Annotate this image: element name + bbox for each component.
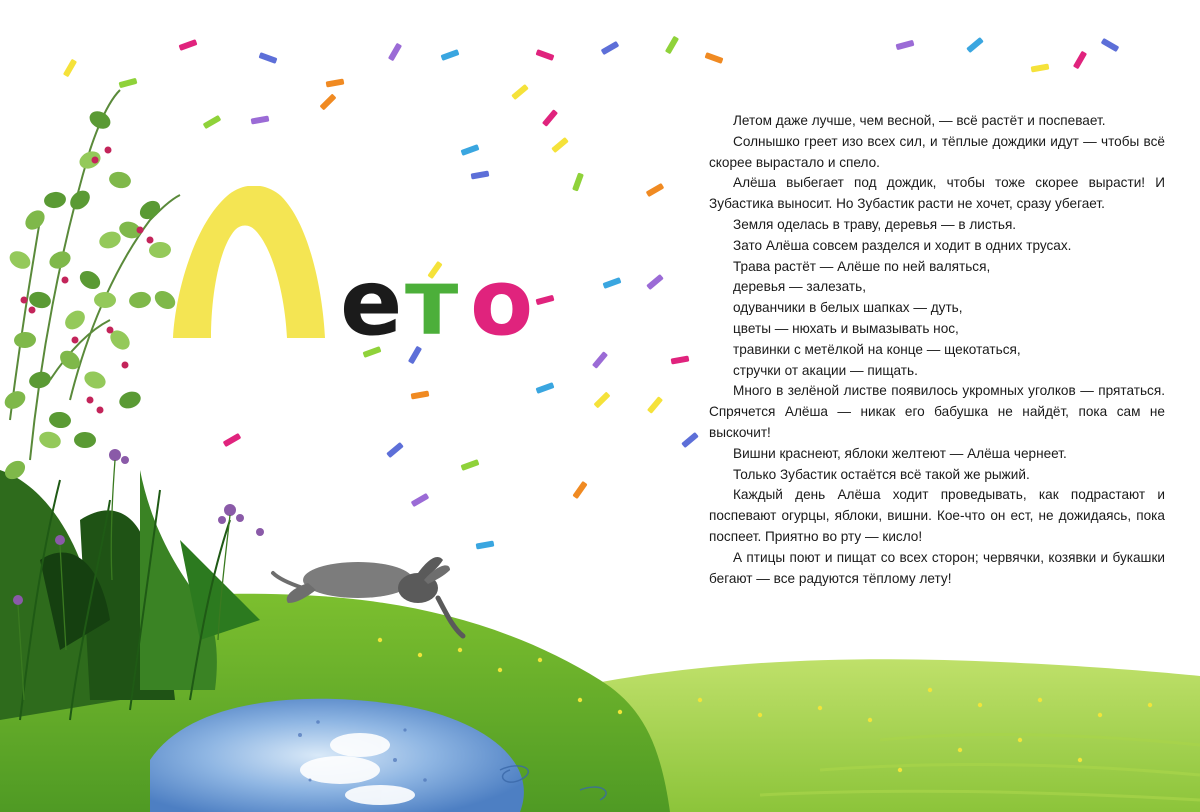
paragraph: Солнышко греет изо всех сил, и тёплые дождики идут — чтобы всё скорее вырастало и спело. xyxy=(709,133,1165,170)
confetti-stroke xyxy=(536,382,555,394)
confetti-stroke xyxy=(223,433,242,447)
confetti-stroke xyxy=(647,396,663,414)
dandelion-dot xyxy=(868,718,872,722)
leaf xyxy=(22,207,49,234)
leaf xyxy=(43,191,67,210)
leaf xyxy=(7,248,34,273)
paragraph: Зато Алёша совсем разделся и ходит в одних трусах. xyxy=(733,237,1072,253)
berry xyxy=(21,297,28,304)
dandelion-dot xyxy=(1148,703,1152,707)
paragraph: Алёша выбегает под дождик, чтобы тоже скорее вырасти! И Зубастика выносит. Но Зубастик расти не хочет, сразу убегает. xyxy=(709,175,1165,212)
berry-bush xyxy=(1,90,180,483)
leaf xyxy=(87,108,114,132)
leaf xyxy=(48,411,72,430)
paragraph: Земля оделась в траву, деревья — в листья. xyxy=(733,216,1017,232)
dandelion-dot xyxy=(758,713,762,717)
dandelion-dot xyxy=(928,688,932,692)
leaf xyxy=(117,389,143,412)
leaf xyxy=(27,370,52,391)
leaf xyxy=(56,347,83,373)
dandelion-dot xyxy=(378,638,382,642)
dandelion-dot xyxy=(1078,758,1082,762)
leaf xyxy=(128,290,152,309)
confetti-stroke xyxy=(603,277,622,289)
title-letter-o: о xyxy=(470,249,534,346)
confetti-stroke xyxy=(408,346,422,365)
dandelion-dot xyxy=(1098,713,1102,717)
leaf xyxy=(1,388,28,413)
list-line: стручки от акации — пищать. xyxy=(733,362,918,378)
confetti-stroke xyxy=(551,137,569,153)
dandelion-dot xyxy=(898,768,902,772)
story-text xyxy=(709,111,1165,589)
paragraph: Только Зубастик остаётся всё такой же рыжий. xyxy=(733,466,1030,482)
dandelion-dot xyxy=(578,698,582,702)
leaf xyxy=(97,229,123,251)
leaf xyxy=(14,331,37,348)
list-line: Трава растёт — Алёше по ней валяться, xyxy=(733,258,991,274)
title-letter-t: т xyxy=(405,249,459,346)
confetti-stroke xyxy=(646,274,664,290)
berry xyxy=(105,147,112,154)
list-line: деревья — залезать, xyxy=(733,279,866,295)
title-letter-e: е xyxy=(340,249,403,346)
list-line: цветы — нюхать и вымазывать нос, xyxy=(733,320,959,336)
berry xyxy=(97,407,104,414)
confetti-stroke xyxy=(203,115,222,129)
dandelion-dot xyxy=(958,748,962,752)
paragraph: А птицы поют и пищат со всех сторон; червячки, козявки и букашки бегают — все радуются тёплому лету! xyxy=(709,549,1165,586)
dandelion-dot xyxy=(1038,698,1042,702)
leaf xyxy=(82,368,109,391)
leaf xyxy=(61,307,88,333)
paragraph: Много в зелёной листве появилось укромных уголков — прятаться. Спрячется Алёша — никак его бабушка не найдёт, пока сам не выскочит! xyxy=(709,383,1165,440)
dandelion-dot xyxy=(1018,738,1022,742)
confetti-stroke xyxy=(471,170,490,179)
confetti-stroke xyxy=(572,173,584,192)
confetti-stroke xyxy=(1101,38,1120,52)
confetti-stroke xyxy=(363,346,382,358)
confetti-stroke xyxy=(646,183,665,197)
confetti-stroke xyxy=(251,115,270,124)
confetti-stroke xyxy=(386,442,404,458)
confetti-stroke xyxy=(179,39,198,51)
confetti-stroke xyxy=(476,540,495,549)
confetti-stroke xyxy=(411,390,430,399)
confetti-stroke xyxy=(326,78,345,87)
berry xyxy=(87,397,94,404)
confetti-stroke xyxy=(681,432,699,448)
leaf xyxy=(37,429,63,451)
confetti-stroke xyxy=(461,459,480,471)
confetti-stroke xyxy=(259,52,278,64)
confetti-stroke xyxy=(542,109,558,127)
dandelion-dot xyxy=(498,668,502,672)
leaf xyxy=(74,432,96,448)
berry xyxy=(72,337,79,344)
confetti-stroke xyxy=(388,43,402,62)
leaf xyxy=(77,148,104,172)
confetti-stroke xyxy=(461,144,480,156)
leaf xyxy=(76,267,103,293)
paragraph: Летом даже лучше, чем весной, — всё растёт и поспевает. xyxy=(733,113,1106,128)
berry xyxy=(29,307,36,314)
confetti-stroke xyxy=(511,84,529,100)
confetti-stroke xyxy=(1073,51,1087,70)
list-line: одуванчики в белых шапках — дуть, xyxy=(733,300,963,316)
dandelion-dot xyxy=(418,653,422,657)
confetti-stroke xyxy=(665,36,679,55)
dandelion-dot xyxy=(458,648,462,652)
confetti-stroke xyxy=(572,481,587,499)
paragraph: Вишни краснеют, яблоки желтеют — Алёша чернеет. xyxy=(733,445,1067,461)
confetti-stroke xyxy=(705,52,724,64)
dandelion-dot xyxy=(538,658,542,662)
confetti-stroke xyxy=(63,59,77,78)
confetti-stroke xyxy=(1031,63,1050,72)
confetti-stroke xyxy=(320,94,337,111)
confetti-stroke xyxy=(896,40,915,50)
leaf xyxy=(47,248,74,272)
title-first-letter-shape xyxy=(173,186,325,338)
dandelion-dot xyxy=(618,710,622,714)
confetti-stroke xyxy=(119,78,138,88)
page-title xyxy=(165,186,565,346)
confetti-stroke xyxy=(441,49,460,61)
confetti-stroke xyxy=(411,493,430,507)
dandelion-dot xyxy=(978,703,982,707)
berry xyxy=(147,237,154,244)
berry xyxy=(62,277,69,284)
berry xyxy=(137,227,144,234)
berry xyxy=(92,157,99,164)
confetti-stroke xyxy=(594,392,611,409)
leaf xyxy=(66,187,93,214)
dandelion-dot xyxy=(818,706,822,710)
leaf xyxy=(108,170,133,190)
confetti-stroke xyxy=(592,351,608,369)
confetti-stroke xyxy=(536,49,555,61)
confetti-stroke xyxy=(966,37,984,53)
list-line: травинки с метёлкой на конце — щекотаться, xyxy=(733,341,1021,357)
dandelion-dot xyxy=(698,698,702,702)
berry xyxy=(107,327,114,334)
confetti-stroke xyxy=(671,355,690,364)
confetti-stroke xyxy=(601,41,620,55)
berry xyxy=(122,362,129,369)
leaf xyxy=(94,292,117,309)
paragraph: Каждый день Алёша ходит проведывать, как подрастают и поспевают огурцы, яблоки, вишни. Кое-что он ест, не дожидаясь, пока поспеет. Приятно во рту — кисло! xyxy=(709,487,1165,544)
